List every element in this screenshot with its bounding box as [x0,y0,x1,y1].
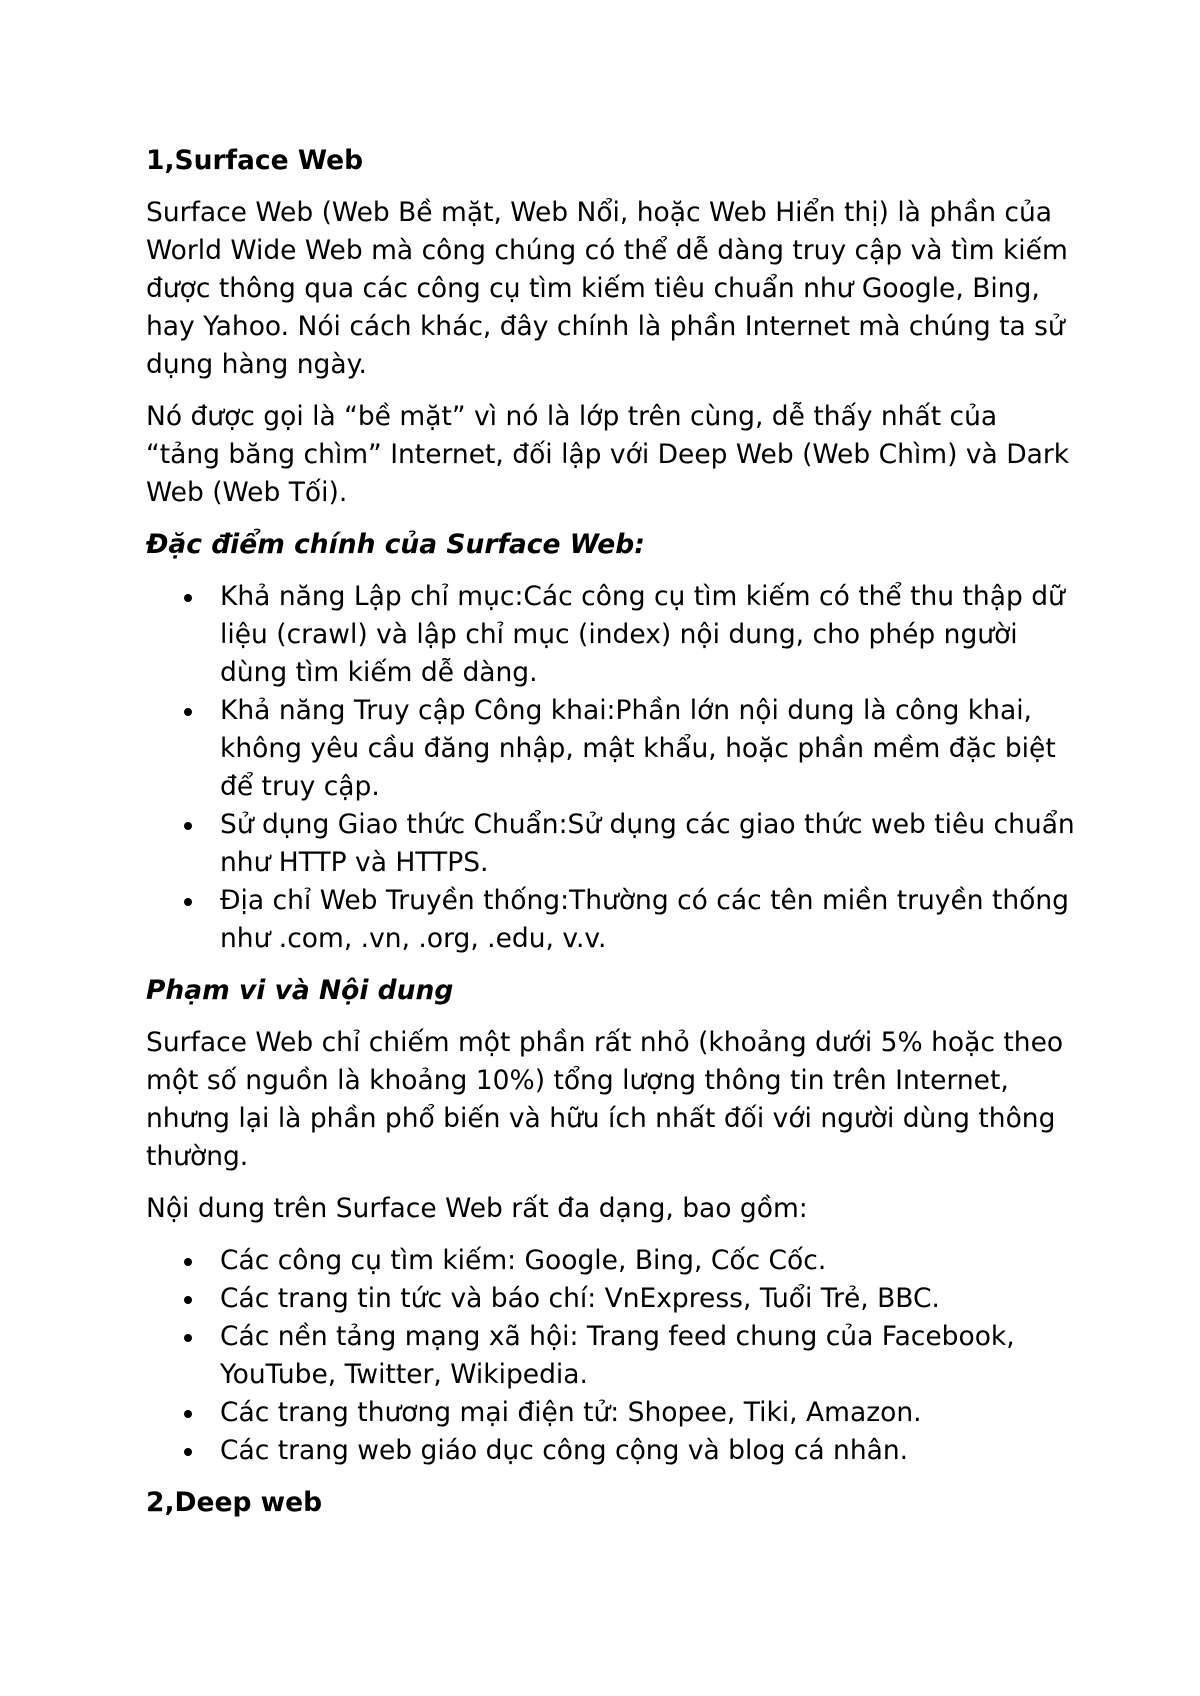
list-item: Địa chỉ Web Truyền thống:Thường có các tên miền truyền thống như .com, .vn, .org, .edu, v.v. [146,882,1076,958]
section-heading-deep-web: 2,Deep web [146,1487,323,1518]
list-item: Các nền tảng mạng xã hội: Trang feed chung của Facebook, YouTube, Twitter, Wikipedia. [146,1318,1076,1394]
list-item: Khả năng Truy cập Công khai:Phần lớn nội dung là công khai, không yêu cầu đăng nhập, mật khẩu, hoặc phần mềm đặc biệt để truy cập. [146,692,1076,806]
paragraph-scope: Surface Web chỉ chiếm một phần rất nhỏ (khoảng dưới 5% hoặc theo một số nguồn là khoảng 10%) tổng lượng thông tin trên Internet, nhưng lại là phần phổ biến và hữu ích nhất đối với người dùng thông thường. [146,1027,1064,1172]
list-item: Các trang tin tức và báo chí: VnExpress, Tuổi Trẻ, BBC. [146,1280,1076,1318]
content-list [146,1242,1076,1470]
list-item: Các công cụ tìm kiếm: Google, Bing, Cốc Cốc. [146,1242,1076,1280]
features-list [146,578,1076,958]
list-item: Các trang thương mại điện tử: Shopee, Tiki, Amazon. [146,1394,1076,1432]
paragraph-definition: Surface Web (Web Bề mặt, Web Nổi, hoặc Web Hiển thị) là phần của World Wide Web mà công chúng có thể dễ dàng truy cập và tìm kiếm được thông qua các công cụ tìm kiếm tiêu chuẩn như Google, Bing, hay Yahoo. Nói cách khác, đây chính là phần Internet mà chúng ta sử dụng hàng ngày. [146,197,1068,380]
document-page [146,142,1076,1536]
list-item: Sử dụng Giao thức Chuẩn:Sử dụng các giao thức web tiêu chuẩn như HTTP và HTTPS. [146,806,1076,882]
list-item: Các trang web giáo dục công cộng và blog cá nhân. [146,1432,1076,1470]
list-item: Khả năng Lập chỉ mục:Các công cụ tìm kiếm có thể thu thập dữ liệu (crawl) và lập chỉ mục (index) nội dung, cho phép người dùng tìm kiếm dễ dàng. [146,578,1076,692]
subheading-scope: Phạm vi và Nội dung [146,975,454,1006]
paragraph-iceberg: Nó được gọi là “bề mặt” vì nó là lớp trên cùng, dễ thấy nhất của “tảng băng chìm” Internet, đối lập với Deep Web (Web Chìm) và Dark Web (Web Tối). [146,401,1070,508]
section-heading-surface-web: 1,Surface Web [146,145,364,176]
paragraph-content-intro: Nội dung trên Surface Web rất đa dạng, bao gồm: [146,1193,808,1224]
subheading-features: Đặc điểm chính của Surface Web: [146,529,645,560]
